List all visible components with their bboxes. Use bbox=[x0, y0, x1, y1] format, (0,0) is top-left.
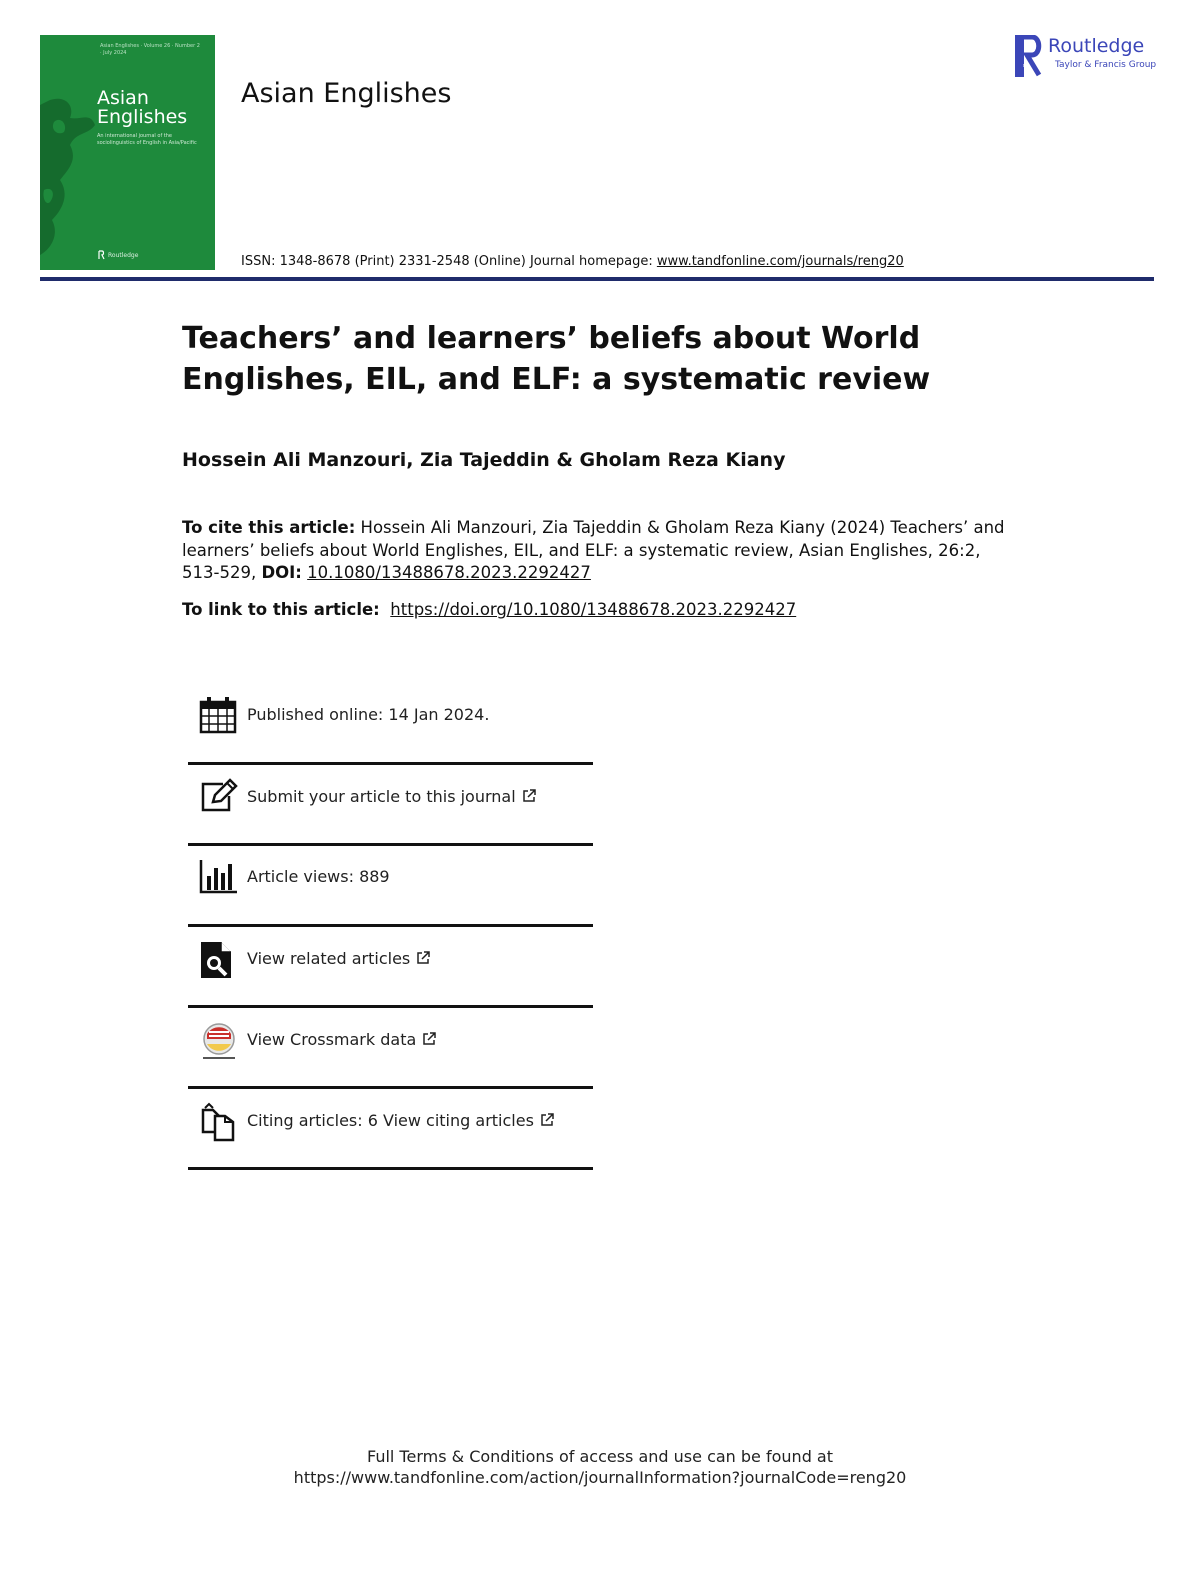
doi-label: DOI: bbox=[261, 563, 302, 582]
footer-terms bbox=[0, 1446, 1200, 1488]
footer-line-1: Full Terms & Conditions of access and use can be found at bbox=[366, 1447, 834, 1466]
issn-line bbox=[241, 254, 904, 269]
cite-text: Hossein Ali Manzouri, Zia Tajeddin & Gholam Reza Kiany (2024) Teachers’ and learners’ beliefs about World Englishes, EIL, and ELF: a systematic review, Asian Englishes, 26:2, 513-529, bbox=[182, 518, 1005, 582]
cover-subtitle: An international journal of the sociolinguistics of English in Asia/Pacific bbox=[97, 133, 197, 146]
svg-text:R: R bbox=[1023, 63, 1029, 67]
article-info-list bbox=[188, 688, 593, 1170]
external-link-icon bbox=[522, 788, 537, 803]
citing-articles-icon bbox=[199, 1102, 239, 1142]
cite-label: To cite this article: bbox=[182, 518, 356, 537]
article-link-line bbox=[182, 600, 796, 619]
footer-terms-link[interactable]: https://www.tandfonline.com/action/journalInformation?journalCode=reng20 bbox=[293, 1468, 907, 1487]
bar-chart-icon bbox=[199, 858, 239, 898]
submit-article-link[interactable]: Submit your article to this journal bbox=[247, 787, 537, 806]
publisher-logo bbox=[1015, 33, 1165, 78]
related-articles-link[interactable]: View related articles bbox=[247, 949, 431, 968]
publisher-tagline: Taylor & Francis Group bbox=[1055, 60, 1157, 70]
article-authors: Hossein Ali Manzouri, Zia Tajeddin & Gholam Reza Kiany bbox=[182, 449, 786, 471]
journal-cover-image bbox=[40, 35, 215, 270]
article-views-row bbox=[188, 846, 593, 927]
journal-homepage-link[interactable]: www.tandfonline.com/journals/reng20 bbox=[656, 254, 904, 269]
calendar-icon bbox=[199, 696, 239, 736]
issn-text: ISSN: 1348-8678 (Print) 2331-2548 (Online) Journal homepage: bbox=[241, 254, 657, 269]
external-link-icon bbox=[540, 1112, 555, 1127]
related-articles-row[interactable] bbox=[188, 927, 593, 1008]
routledge-logo-icon bbox=[1015, 35, 1043, 77]
crossmark-row[interactable] bbox=[188, 1008, 593, 1089]
routledge-mini-icon bbox=[98, 250, 105, 260]
citing-articles-link[interactable]: Citing articles: 6 View citing articles bbox=[247, 1111, 555, 1130]
cover-title: Asian Englishes bbox=[97, 87, 188, 128]
published-online-text: Published online: 14 Jan 2024. bbox=[247, 705, 490, 724]
search-document-icon bbox=[199, 940, 239, 980]
edit-icon bbox=[199, 778, 239, 818]
publisher-name: Routledge bbox=[1048, 35, 1145, 57]
crossmark-link[interactable]: View Crossmark data bbox=[247, 1030, 437, 1049]
link-label: To link to this article: bbox=[182, 600, 380, 619]
submit-article-row[interactable] bbox=[188, 765, 593, 846]
crossmark-icon bbox=[199, 1022, 239, 1062]
article-url-link[interactable]: https://doi.org/10.1080/13488678.2023.2292427 bbox=[390, 600, 797, 619]
citation-block bbox=[182, 517, 1012, 585]
journal-name: Asian Englishes bbox=[241, 78, 452, 109]
article-views-text: Article views: 889 bbox=[247, 867, 390, 886]
citing-articles-row[interactable] bbox=[188, 1089, 593, 1170]
external-link-icon bbox=[416, 950, 431, 965]
cover-top-text: Asian Englishes · Volume 26 · Number 2 · July 2024 bbox=[100, 43, 200, 56]
doi-link[interactable]: 10.1080/13488678.2023.2292427 bbox=[307, 563, 591, 582]
header-divider bbox=[40, 277, 1154, 281]
external-link-icon bbox=[422, 1031, 437, 1046]
cover-publisher: Routledge bbox=[98, 250, 138, 260]
published-online-row bbox=[188, 688, 593, 765]
article-title: Teachers’ and learners’ beliefs about World Englishes, EIL, and ELF: a systematic review bbox=[182, 321, 931, 397]
